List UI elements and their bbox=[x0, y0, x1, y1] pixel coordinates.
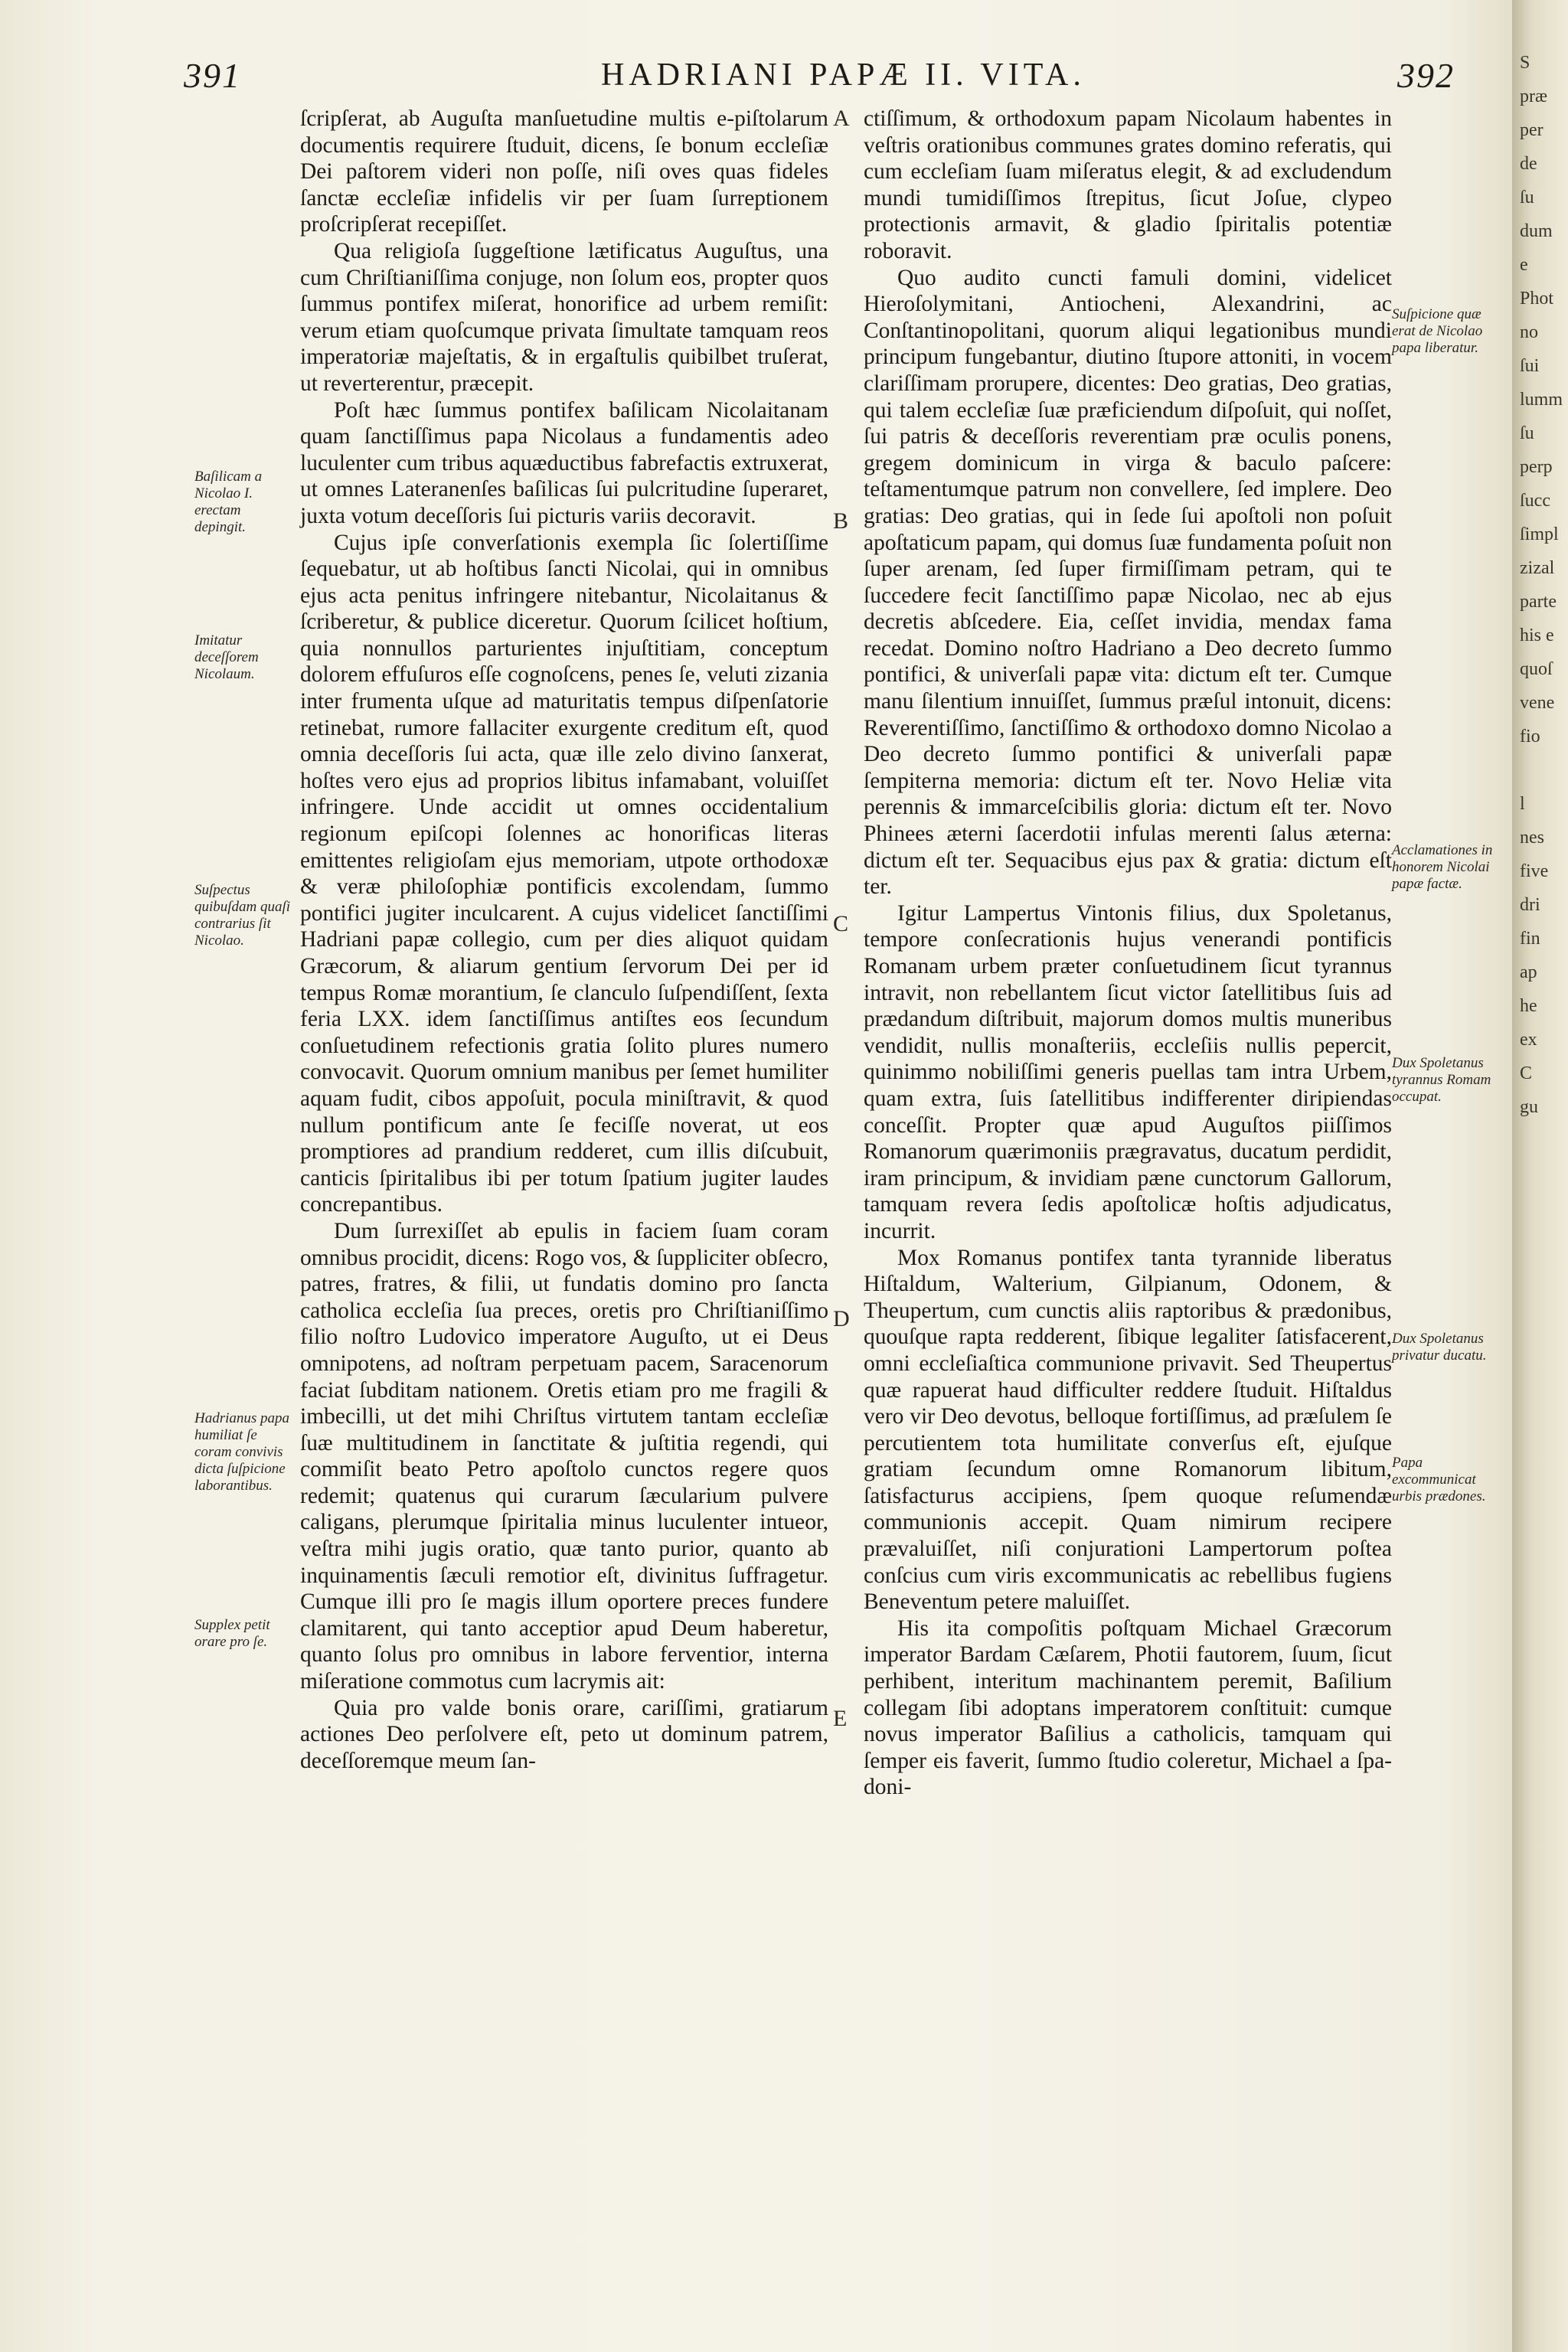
margin-note: Baſilicam a Nicolao I. erectam depingit. bbox=[194, 469, 263, 535]
margin-note: Acclamationes in honorem Nicolai papæ factæ. bbox=[1392, 842, 1493, 892]
section-letter-b: B bbox=[833, 508, 849, 534]
paragraph: His ita compoſitis poſtquam Michael Græcorum imperator Bardam Cæſarem, Photii fautorem, ſuum, ſicut perhibent, interitum machinantem peremit, Baſilium collegam ſibi adoptans imperatorem conſtituit: cumque novus imperator Baſilius a catholicis, tamquam qui ſemper eis faverit, ſummo ſtudio coleretur, Michael a ſpa-doni- bbox=[864, 1615, 1392, 1800]
page-number-left: 391 bbox=[184, 56, 241, 95]
margin-note: Imitatur deceſſorem Nicolaum. bbox=[194, 632, 259, 682]
right-text-column bbox=[864, 106, 1392, 1801]
margin-note: Dux Spoletanus privatur ducatu. bbox=[1392, 1331, 1487, 1364]
section-letter-c: C bbox=[833, 911, 849, 936]
paragraph: ſcripſerat, ab Auguſta manſuetudine multis e-piſtolarum documentis requirere ſtuduit, dicens, ſe bonum eccleſiæ Dei paſtorem videri non poſſe, niſi oves quas fideles ſanctæ eccleſiæ infidelis vir per ſuam ſurreptionem proſcripſerat recepiſſet. bbox=[300, 106, 828, 237]
section-letter-a: A bbox=[833, 106, 850, 131]
margin-note: Papa excommunicat urbis prædones. bbox=[1392, 1455, 1486, 1504]
paragraph: Dum ſurrexiſſet ab epulis in faciem ſuam coram omnibus procidit, dicens: Rogo vos, & ſuppliciter obſecro, patres, fratres, & filii, ut fundatis domino pro ſancta catholica eccleſia ſua preces, oretis pro Chriſtianiſſimo filio noſtro Ludovico imperatore Auguſto, ut ei Deus omnipotens, ad noſtram perpetuam pacem, Saracenorum faciat ſubditam nationem. Oretis etiam pro me fragili & imbecilli, ut det mihi Chriſtus virtutem tantam eccleſiæ ſuæ multitudinem in ſanctitate & juſtitia regendi, qui commiſit beato Petro apoſtolo cunctos regere quos redemit; quatenus qui curarum ſæcularium pulvere caligans, plerumque ſpiritalia minus luculenter intueor, veſtra mihi jugis oratio, quæ tanto purior, quanto ab inquinamentis ſæculi remotior eſt, divinitus ſuffragetur. Cumque illi pro ſe magis illum oportere preces fundere clamitarent, qui tanto acceptior apud Deum haberetur, quanto ſolus pro omnibus in labore ferventior, interna miſeratione commotus cum lacrymis ait: bbox=[300, 1218, 828, 1694]
page-number-right: 392 bbox=[1397, 56, 1455, 95]
running-header bbox=[184, 55, 1455, 101]
paragraph: Igitur Lampertus Vintonis filius, dux Spoletanus, tempore conſecrationis hujus venerandi pontificis Romanam urbem præter conſuetudinem ſicut tyrannus intravit, non rebellantem ſicut victor ſatellitibus ſuis ad prædandum diſtribuit, majorum domos multis muneribus vendidit, nullis monaſteriis, eccleſiis nullis pepercit, quinimmo nobiliſſimi generis puellas tam intra Urbem, quam extra, ſuis ſatellitibus indifferenter diripiendas conceſſit. Propter quæ apud Auguſtos piiſſimos Romanorum quærimoniis prægravatus, ducatum perdidit, iram principum, & invidiam pæne cunctorum Gallorum, tamquam revera ſedis apoſtolicæ hoſtis adjudicatus, incurrit. bbox=[864, 900, 1392, 1243]
margin-note: Hadrianus papa humiliat ſe coram convivis dicta ſuſpicione laborantibus. bbox=[194, 1410, 290, 1494]
paragraph: Quo audito cuncti famuli domini, videlicet Hieroſolymitani, Antiocheni, Alexandrini, ac Conſtantinopolitani, quorum aliqui legationibus mundi principum fungebantur, diutino ſtupore attoniti, in vocem clariſſimam prorupere, dicentes: Deo gratias, Deo gratias, qui talem eccleſiæ ſuæ præficiendum diſpoſuit, qui noſſet, ſui patris & deceſſoris reverentiam præ oculis ponens, gregem dominicum in virga & baculo paſcere: teſtamentumque patrum non convellere, ſed implere. Deo gratias: Deo gratias, qui in ſede ſui apoſtoli non poſuit apoſtaticum papam, qui domus ſuæ fundamenta poſuit non ſuper arenam, ſed ſuper firmiſſimam petram, qui te ſuccedere fecit ſanctiſſimo papæ Nicolao, nec ab ejus decretis abſcedere. Eia, ceſſet invidia, mendax fama recedat. Domino noſtro Hadriano a Deo decreto ſummo pontifici, & univerſali papæ vita: dictum eſt ter. Cumque manu ſilentium innuiſſet, ſummus præſul intonuit, dicens: Reverentiſſimo, ſanctiſſimo & orthodoxo domno Nicolao a Deo decreto ſummo pontifici & univerſali papæ ſempiterna memoria: dictum eſt ter. Novo Heliæ vita perennis & immarceſcibilis gloria: dictum eſt ter. Novo Phinees æterni ſacerdotii infulas merenti ſalus æterna: dictum eſt ter. Sequacibus ejus pax & gratia: dictum eſt ter. bbox=[864, 265, 1392, 900]
margin-note: Suſpicione quæ erat de Nicolao papa liberatur. bbox=[1392, 306, 1483, 356]
margin-note: Suſpectus quibuſdam quaſi contrarius ſit Nicolao. bbox=[194, 882, 291, 949]
running-title: HADRIANI PAPÆ II. VITA. bbox=[601, 57, 1086, 93]
margin-note: Supplex petit orare pro ſe. bbox=[194, 1617, 270, 1650]
facing-page-edge bbox=[1512, 0, 1568, 2352]
paragraph: Poſt hæc ſummus pontifex baſilicam Nicolaitanam quam ſanctiſſimus papa Nicolaus a fundamentis adeo luculenter cum tribus aquæductibus fabrefactis extruxerat, ut omnes Lateranenſes baſilicas ſui pulcritudine ſuperaret, juxta votum deceſſoris ſui picturis variis decoravit. bbox=[300, 397, 828, 528]
paragraph: Mox Romanus pontifex tanta tyrannide liberatus Hiſtaldum, Walterium, Gilpianum, Odonem, & Theupertum, cum cunctis aliis raptoribus & prædonibus, quouſque rapta redderent, ſibique legaliter ſatisfacerent, omni eccleſiaſtica communione privavit. Sed Theupertus quæ rapuerat haud difficulter reddere ſtuduit. Hiſtaldus vero vir Deo devotus, belloque fortiſſimus, ad præſulem ſe percutientem tota humilitate converſus eſt, ejuſque gratiam ſecundum omne Romanorum libitum, ſatisfacturus accipiens, ſpem quoque reſumendæ communionis accepit. Quam nimirum recipere prævaluiſſet, niſi conjurationi Lampertorum poſtea conſcius cum viris excommunicatis ac rebellibus fugiens Beneventum petere maluiſſet. bbox=[864, 1245, 1392, 1615]
paragraph: ctiſſimum, & orthodoxum papam Nicolaum habentes in veſtris orationibus communes grates domino referatis, qui cum eccleſiam ſuam miſeratus elegit, & ad excludendum mundi tumidiſſimos ſtrepitus, ſicut Joſue, clypeo protectionis armavit, & gladio ſpiritalis potentiæ roboravit. bbox=[864, 106, 1392, 263]
left-text-column bbox=[300, 106, 828, 1774]
facing-page-fragments: S præ per de ſu dum e Phot no ſui lumm ſu perp ſucc ſimpl zizal parte his e quoſ vene fio l nes five dri fin ap he ex C gu bbox=[1520, 53, 1563, 1117]
section-letter-e: E bbox=[833, 1706, 848, 1731]
paragraph: Qua religioſa ſuggeſtione lætificatus Auguſtus, una cum Chriſtianiſſima conjuge, non ſolum eos, propter quos ſummus pontifex miſerat, honorifice ad urbem remiſit: verum etiam quoſcumque privata ſimultate tamquam reos imperatoriæ majeſtatis, & in ergaſtulis quibilbet truſerat, ut reverterentur, præcepit. bbox=[300, 238, 828, 396]
paragraph: Cujus ipſe converſationis exempla ſic ſolertiſſime ſequebatur, ut ab hoſtibus ſancti Nicolai, qui in omnibus ejus acta penitus infringere nitebantur, Nicolaitanus & ſcriberetur, & publice diceretur. Quorum ſcilicet hoſtium, quia nonnullos parturientes injuſtitiam, conceptum dolorem effuſuros eſſe cognoſcens, penes ſe, veluti zizania inter frumenta uſque ad maturitatis tempus diſpenſatorie retinebat, rumore fallaciter exurgente creditum eſt, quod omnia deceſſoris ſui acta, quæ ille zelo divino ſanxerat, hoſtes vero ejus ad proprios libitus infamabant, voluiſſet infringere. Unde accidit ut omnes occidentalium regionum epiſcopi ſolennes ac honorificas literas emittentes religioſam ejus memoriam, utpote orthodoxæ & veræ philoſophiæ pontificis excolendam, ſummo pontifici jugiter inculcarent. A cujus videlicet ſanctiſſimi Hadriani papæ collegio, cum per dies aliquot quidam Græcorum, & aliarum gentium ſervorum Dei per id tempus Romæ morantium, ſe clanculo ſuſpendiſſent, ſexta feria LXX. idem ſanctiſſimus antiſtes eos ſecundum conſuetudinem refectionis gratia ſolito plures numero convocavit. Quorum omnium manibus per ſemet humiliter aquam fudit, cibos appoſuit, pocula miniſtravit, & quod nullum pontificum ante ſe feciſſe noverat, ut eos promptiores ad prandium redderet, cum illis diſcubuit, canticis ſpiritalibus ibi per totum ſpatium jugiter laudes concrepantibus. bbox=[300, 530, 828, 1217]
margin-note: Dux Spoletanus tyrannus Romam occupat. bbox=[1392, 1055, 1491, 1105]
section-letter-d: D bbox=[833, 1306, 850, 1331]
paragraph: Quia pro valde bonis orare, cariſſimi, gratiarum actiones Deo perſolvere eſt, peto ut dominum patrem, deceſſoremque meum ſan- bbox=[300, 1695, 828, 1773]
